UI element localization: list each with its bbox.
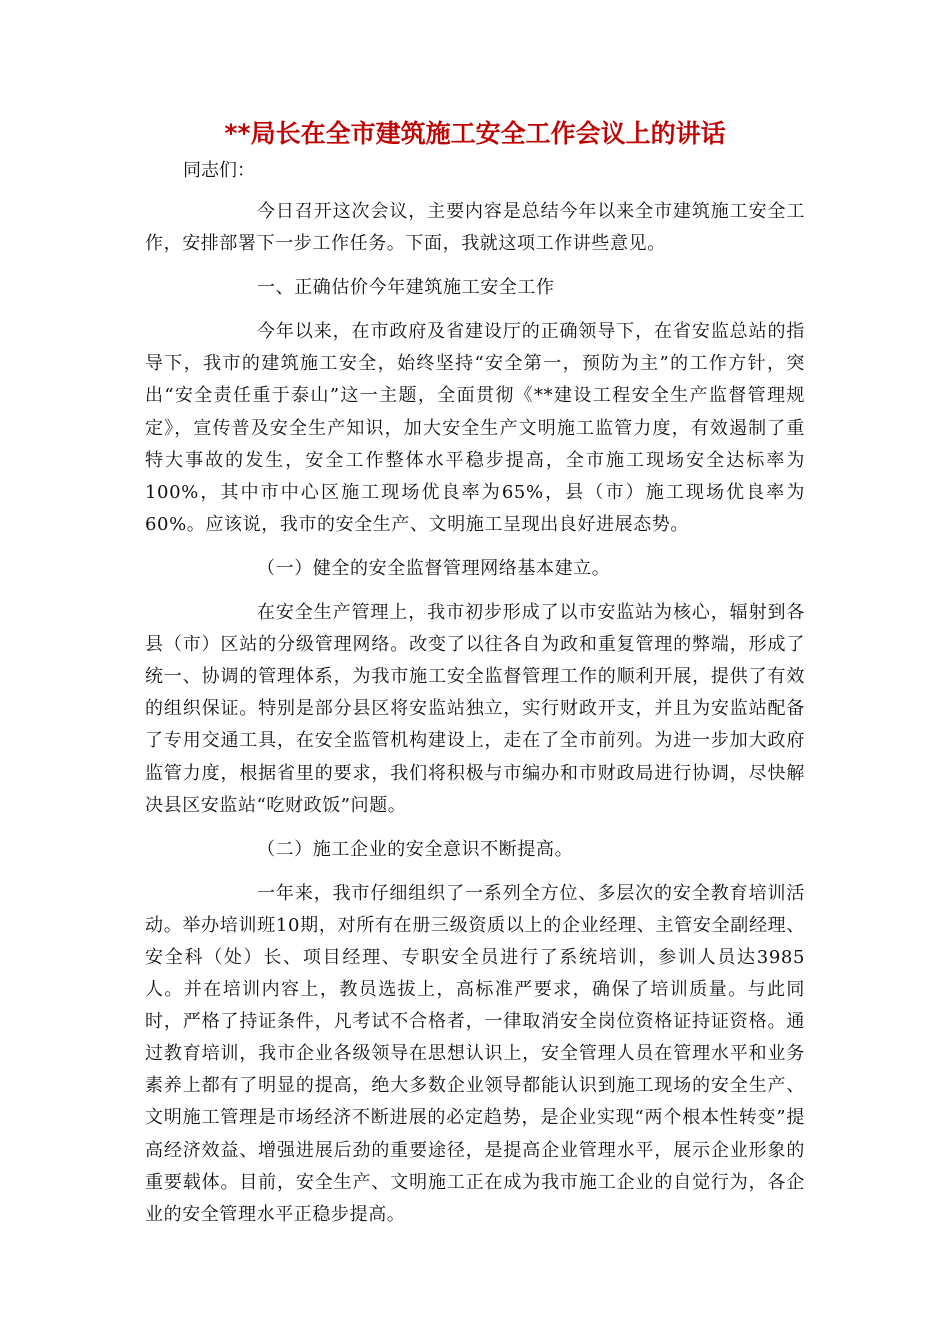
paragraph-training: 一年来，我市仔细组织了一系列全方位、多层次的安全教育培训活动。举办培训班10期，对所有在册三级资质以上的企业经理、主管安全副经理、安全科（处）长、项目经理、专职安全员进行了系统培训，参训人员达3985人。并在培训内容上，教员选拔上，高标准严要求，确保了培训质量。与此同时，严格了持证条件，凡考试不合格者，一律取消安全岗位资格证持证资格。通过教育培训，我市企业各级领导在思想认识上，安全管理人员在管理水平和业务素养上都有了明显的提高，绝大多数企业领导都能认识到施工现场的安全生产、文明施工管理是市场经济不断进展的必定趋势，是企业实现“两个根本性转变”提高经济效益、增强进展后劲的重要途径，是提高企业管理水平，展示企业形象的重要载体。目前，安全生产、文明施工正在成为我市施工企业的自觉行为，各企业的安全管理水平正稳步提高。 (145, 882, 805, 1225)
paragraph-opening: 今日召开这次会议，主要内容是总结今年以来全市建筑施工安全工作，安排部署下一步工作任务。下面，我就这项工作讲些意见。 (145, 201, 805, 255)
section-heading-1: 一、正确估价今年建筑施工安全工作 (257, 277, 555, 299)
paragraph-network: 在安全生产管理上，我市初步形成了以市安监站为核心，辐射到各县（市）区站的分级管理网络。改变了以往各自为政和重复管理的弊端，形成了统一、协调的管理体系，为我市施工安全监督管理工作的顺利开展，提供了有效的组织保证。特别是部分县区将安监站独立，实行财政开支，并且为安监站配备了专用交通工具，在安全监管机构建设上，走在了全市前列。为进一步加大政府监管力度，根据省里的要求，我们将积极与市编办和市财政局进行协调，尽快解决县区安监站“吃财政饭”问题。 (145, 602, 805, 816)
subsection-heading-2: （二）施工企业的安全意识不断提高。 (257, 838, 574, 860)
document-title: **局长在全市建筑施工安全工作会议上的讲话 (224, 119, 726, 148)
paragraph-summary: 今年以来，在市政府及省建设厅的正确领导下，在省安监总站的指导下，我市的建筑施工安全，始终坚持“安全第一，预防为主”的工作方针，突出“安全责任重于泰山”这一主题，全面贯彻《**建设工程安全生产监督管理规定》，宣传普及安全生产知识，加大安全生产文明施工监管力度，有效遏制了重特大事故的发生，安全工作整体水平稳步提高，全市施工现场安全达标率为100%，其中市中心区施工现场优良率为65%，县（市）施工现场优良率为60%。应该说，我市的安全生产、文明施工呈现出良好进展态势。 (145, 321, 805, 535)
document-body (145, 196, 805, 1231)
subsection-heading-1: （一）健全的安全监督管理网络基本建立。 (257, 557, 611, 579)
salutation: 同志们： (183, 160, 255, 181)
